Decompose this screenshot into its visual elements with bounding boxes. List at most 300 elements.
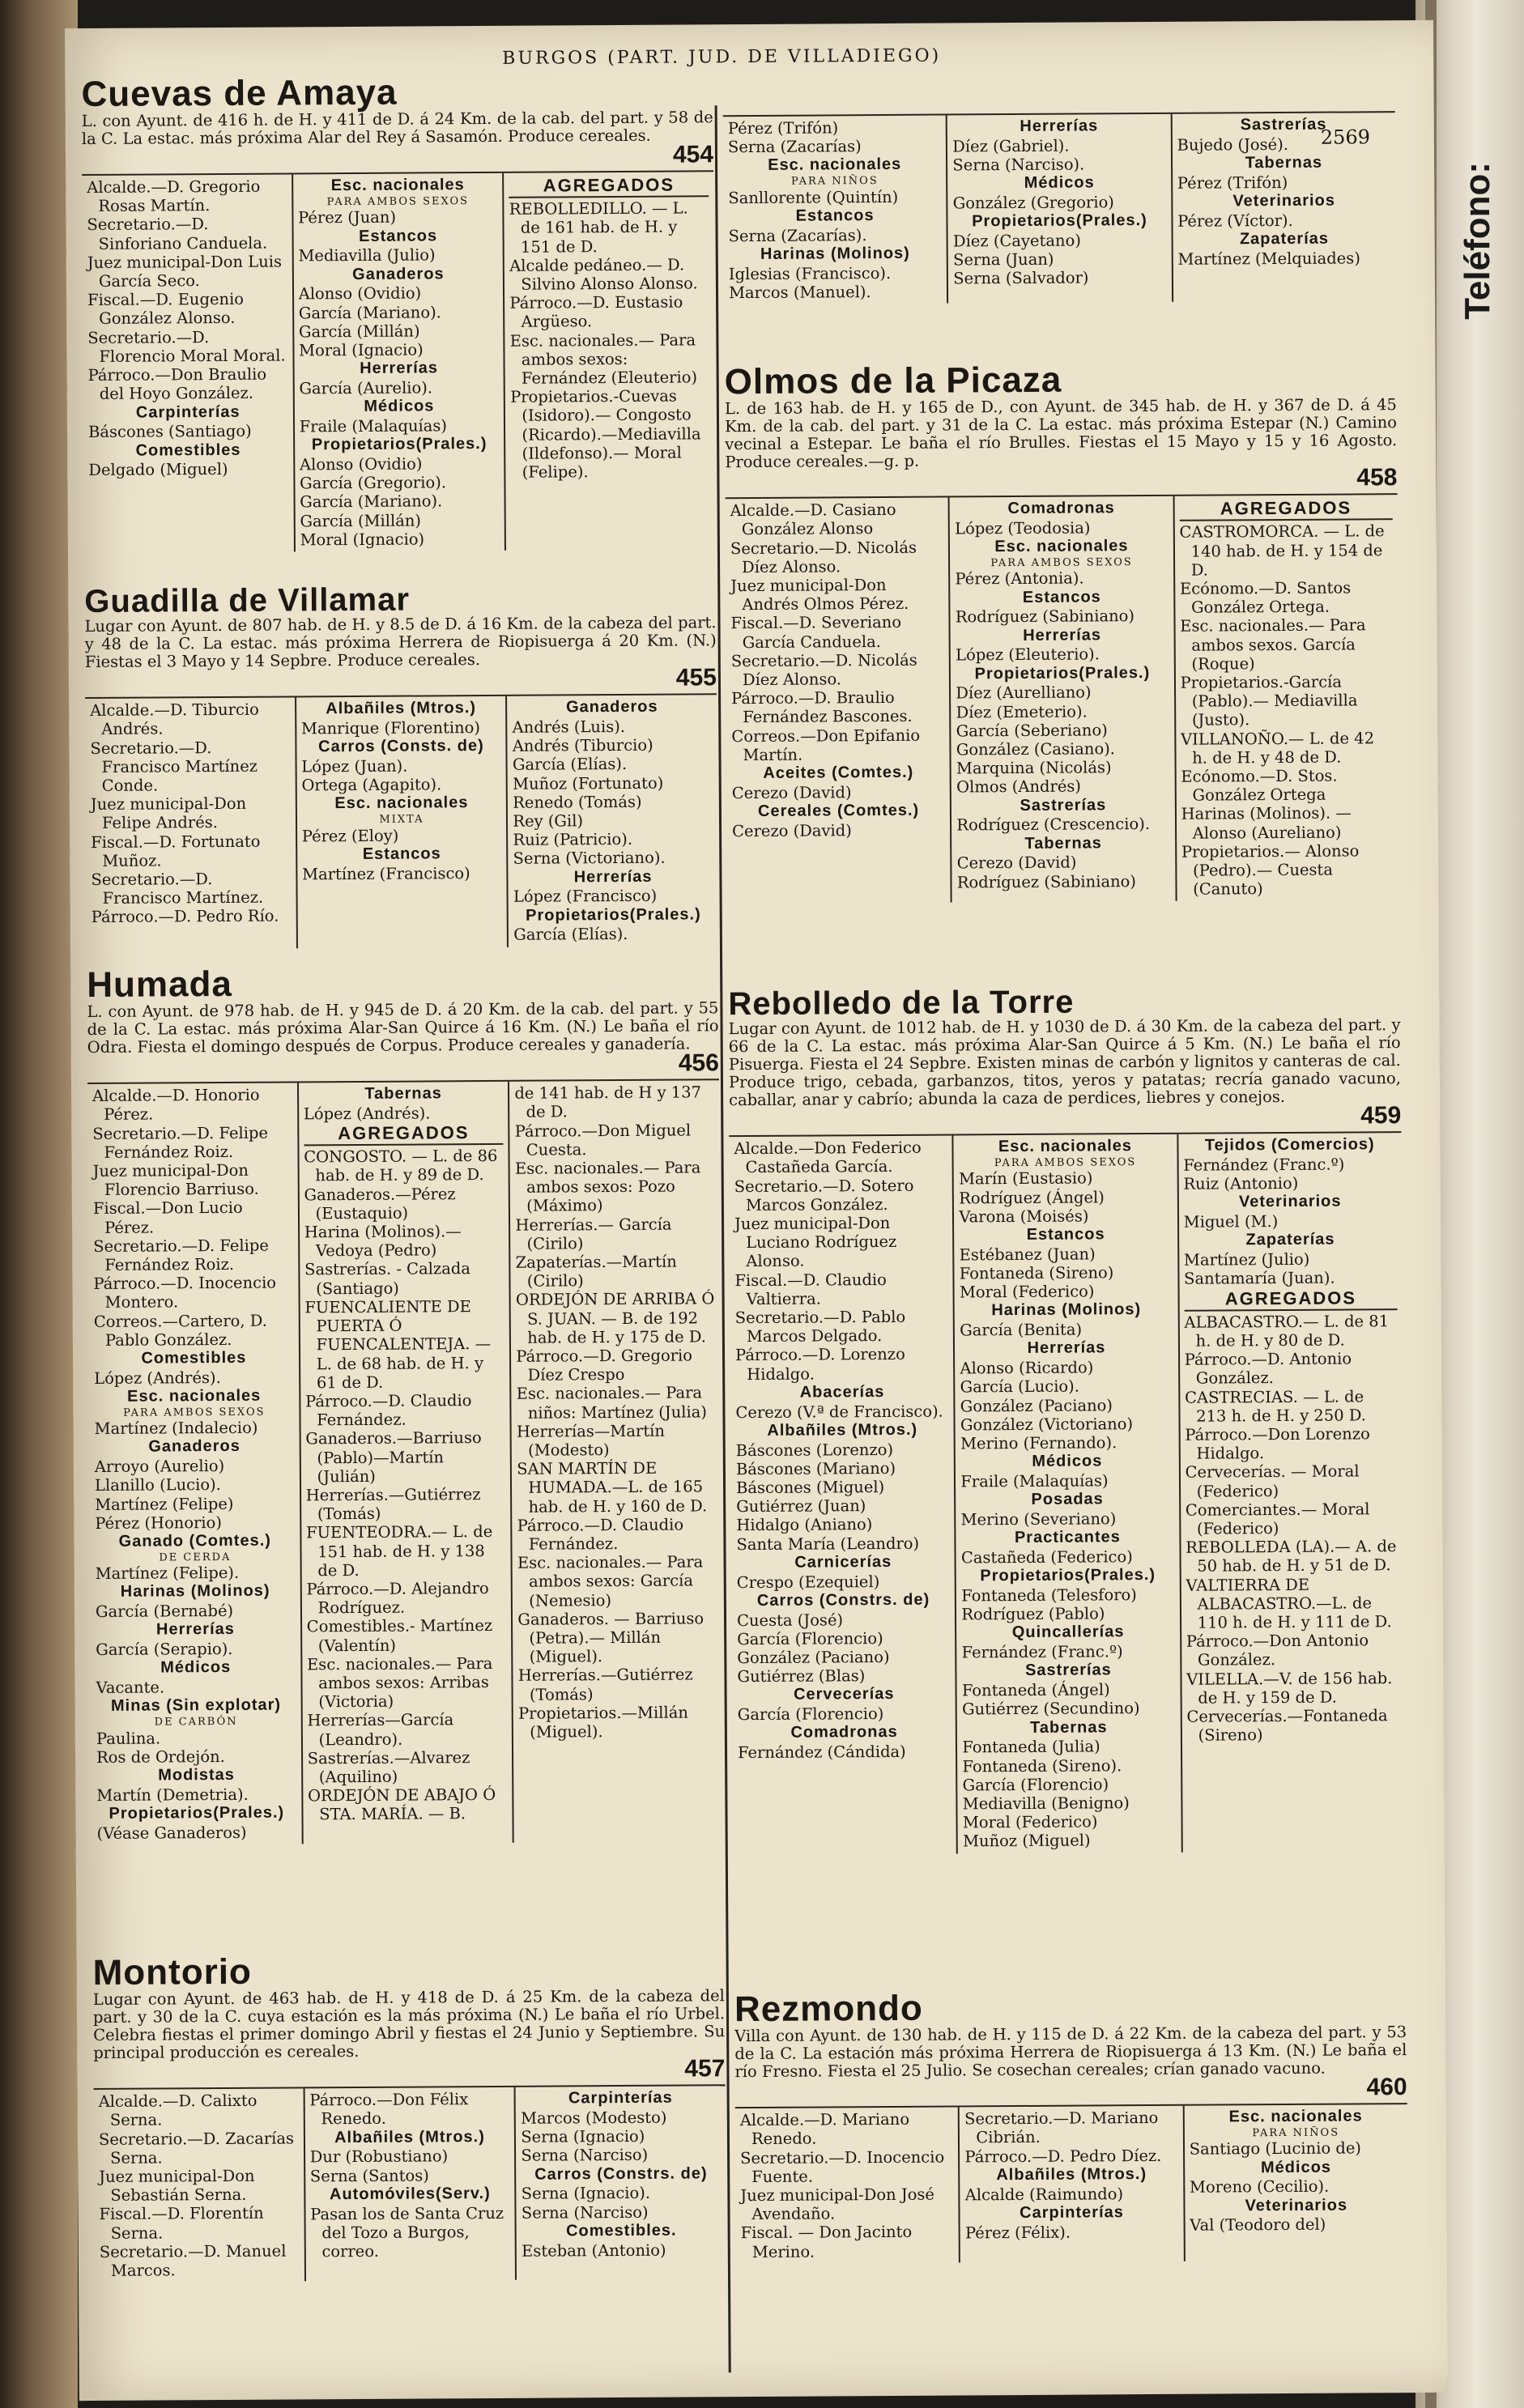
listing-line: García (Florencio): [737, 1628, 883, 1649]
listing-line: García (Bernabé): [95, 1602, 234, 1622]
listing-line: Gutiérrez (Juan): [736, 1496, 866, 1517]
entry-column: [295, 696, 508, 948]
listing-line: de 141 hab. de H y 137 de D.: [514, 1083, 702, 1122]
listing-line: García (Seberiano): [956, 721, 1108, 741]
listing-line: Fiscal.—D. Eugenio González Alonso.: [87, 290, 245, 329]
listing-line: Serna (Ignacio): [521, 2126, 645, 2146]
listing-line: Fontaneda (Ángel): [961, 1680, 1110, 1700]
listing-line: Báscones (Mariano): [735, 1458, 896, 1478]
listing-line: Propietarios.-Cuevas (Isidoro).— Congosto (Ricardo).—Mediavilla (Ildefonso).— Moral (Felipe).: [510, 386, 701, 482]
listing-line: Manrique (Florentino): [300, 717, 481, 738]
listing-line: García (Mariano).: [298, 302, 441, 322]
category-heading: Esc. nacionales: [998, 1137, 1133, 1156]
listing-line: Propietarios.—Millán (Miguel).: [518, 1703, 688, 1742]
listing-line: Zapaterías.—Martín (Cirilo): [515, 1252, 677, 1291]
listing-line: Varona (Moisés): [959, 1206, 1089, 1227]
listing-line: García (Millán): [300, 511, 422, 530]
category-heading: Carnicerías: [794, 1552, 892, 1572]
listing-line: Marquina (Nicolás): [956, 758, 1112, 778]
entry-columns: [726, 493, 1400, 904]
entry-olmos: [725, 360, 1400, 904]
category-heading: Comestibles: [135, 440, 241, 460]
category-heading: Cervecerías: [793, 1685, 895, 1704]
listing-line: Esc. nacionales.— Para ambos sexos: Pozo (Máximo): [514, 1158, 701, 1216]
category-heading: Sastrerías: [1240, 115, 1327, 134]
listing-line: Esc. nacionales.— Para ambos sexos: García (Nemesio): [517, 1552, 704, 1610]
listing-line: Juez municipal-Don Luis García Seco.: [87, 252, 283, 291]
category-heading: Posadas: [1031, 1490, 1104, 1509]
listing-line: Fiscal.—D. Claudio Valtierra.: [734, 1270, 887, 1308]
category-heading: Harinas (Molinos): [760, 244, 910, 263]
category-heading: Comestibles.: [566, 2221, 677, 2240]
listing-line: VILLANOÑO.— L. de 42 h. de H. y 48 de D.: [1180, 728, 1375, 768]
entry-title: Humada: [87, 964, 232, 1006]
listing-line: Alcalde.—D. Gregorio Rosas Martín.: [87, 177, 261, 216]
listing-line: Párroco.—D. Claudio Fernández.: [517, 1515, 684, 1554]
entry-montorio: [93, 1951, 726, 2282]
category-heading: Herrerías: [1023, 625, 1102, 645]
category-heading: Practicantes: [1014, 1528, 1121, 1547]
entry-number: 460: [1366, 2074, 1407, 2101]
listing-line: Rodríguez (Crescencio).: [956, 815, 1151, 835]
entry-column: [1173, 495, 1399, 901]
entry-description: L. con Ayunt. de 416 h. de H. y 411 de D. á 24 Km. de la cab. del part. y 58 de la C. La estac. más próxima Alar del Rey á Sasamón. Produce cereales.: [81, 108, 713, 149]
category-heading: Esc. nacionales: [334, 793, 469, 813]
category-subheading: DE CERDA: [159, 1551, 232, 1564]
entry-column: [952, 1134, 1181, 1853]
entry-columns: [87, 1078, 724, 1845]
category-heading: Herrerías: [573, 867, 653, 886]
listing-line: Serna (Santos): [309, 2165, 429, 2185]
listing-line: Párroco.—Don Lorenzo Hidalgo.: [1185, 1424, 1370, 1463]
entry-column: [292, 173, 505, 551]
listing-line: Rodríguez (Sabiniano): [956, 871, 1137, 892]
listing-line: Serna (Ignacio).: [521, 2184, 651, 2204]
listing-line: Martínez (Julio): [1183, 1249, 1310, 1270]
listing-line: Cerezo (David): [732, 821, 852, 840]
listing-line: VILELLA.—V. de 156 hab. de H. y 159 de D.: [1186, 1668, 1393, 1708]
listing-line: Fiscal.—Don Lucio Pérez.: [92, 1198, 243, 1237]
listing-line: Hidalgo (Aniano): [736, 1515, 873, 1535]
listing-line: Muñoz (Miguel): [962, 1831, 1091, 1851]
category-heading: Herrerías: [1020, 117, 1099, 135]
listing-line: López (Andrés).: [94, 1368, 221, 1388]
listing-line: Esc. nacionales.— Para niños: Martínez (Julia): [516, 1383, 708, 1423]
listing-line: Rodríguez (Pablo): [961, 1604, 1105, 1624]
listing-line: Correos.—Cartero, D. Pablo González.: [93, 1311, 267, 1350]
entry-column: [723, 116, 947, 305]
listing-line: Ganaderos.—Barriuso (Pablo)—Martín (Julián): [305, 1428, 482, 1487]
category-heading: Zapaterías: [1245, 1230, 1335, 1249]
listing-line: Alonso (Ricardo): [960, 1358, 1094, 1378]
listing-line: Moral (Ignacio): [299, 340, 424, 360]
entry-title: Rezmondo: [734, 1988, 924, 2030]
listing-line: García (Florencio): [737, 1704, 884, 1725]
category-heading: Ganaderos: [566, 697, 658, 717]
listing-line: REBOLLEDA (LA).— A. de 50 hab. de H. y 51 de D.: [1186, 1537, 1397, 1576]
listing-line: Miguel (M.): [1183, 1212, 1279, 1232]
category-heading: Estancos: [1026, 1225, 1105, 1244]
listing-line: López (Juan).: [301, 756, 408, 776]
category-heading: Propietarios(Prales.): [974, 663, 1151, 683]
listing-line: Muñoz (Fortunato): [512, 773, 664, 793]
listing-line: Juez municipal-Don Sebastián Serna.: [99, 2166, 255, 2206]
entry-column: [505, 695, 718, 947]
listing-line: Párroco.—D. Pedro Díez.: [964, 2146, 1162, 2166]
listing-line: Serna (Narciso): [521, 2202, 649, 2223]
listing-line: Correos.—Don Epifanio Martín.: [731, 725, 921, 764]
listing-line: ALBACASTRO.— L. de 81 h. de H. y 80 de D.: [1184, 1311, 1390, 1351]
listing-line: González (Gregorio): [952, 193, 1114, 213]
listing-line: Párroco.—Don Antonio González.: [1186, 1631, 1369, 1670]
category-heading: Albañiles (Mtros.): [326, 699, 477, 718]
category-heading: Estancos: [359, 226, 438, 245]
listing-line: Serna (Narciso).: [952, 155, 1085, 175]
listing-line: Cervecerías. — Moral (Federico): [1185, 1461, 1360, 1501]
listing-line: Ruiz (Antonio): [1183, 1174, 1299, 1193]
category-heading: Albañiles (Mtros.): [767, 1420, 918, 1440]
category-heading: Modistas: [158, 1766, 235, 1785]
listing-line: Marcos (Manuel).: [728, 282, 871, 303]
listing-line: CONGOSTO. — L. de 86 hab. de H. y 89 de D.: [304, 1147, 498, 1185]
listing-line: Pérez (Trifón): [727, 118, 839, 138]
listing-line: Serna (Zacarías): [727, 137, 862, 157]
category-heading: Veterinarios: [1238, 1192, 1342, 1211]
category-heading: Herrerías: [155, 1620, 235, 1639]
category-heading: Minas (Sin explotar): [110, 1696, 282, 1716]
listing-line: Báscones (Lorenzo): [735, 1440, 894, 1460]
category-heading: Tejidos (Comercios): [1204, 1135, 1375, 1155]
listing-line: García (Elías).: [512, 755, 628, 775]
category-heading: Herrerías: [1027, 1338, 1106, 1358]
agregados-heading: AGREGADOS: [304, 1122, 504, 1147]
listing-line: Secretario.—D. Florencio Moral Moral.: [87, 327, 286, 366]
category-heading: Comestibles: [141, 1348, 247, 1368]
listing-line: Alcalde.—Don Federico Castañeda García.: [734, 1138, 922, 1177]
listing-line: Vacante.: [96, 1678, 165, 1698]
entry-column: [303, 2087, 515, 2282]
category-heading: Esc. nacionales: [127, 1386, 262, 1406]
entry-guadilla: [84, 581, 718, 949]
entry-rezmondo: [734, 1988, 1408, 2264]
category-heading: Estancos: [362, 845, 441, 863]
listing-line: López (Teodosia): [955, 518, 1091, 538]
listing-line: López (Andrés).: [303, 1104, 431, 1124]
entry-column: [1177, 1133, 1406, 1852]
category-subheading: PARA NIÑOS: [1252, 2126, 1340, 2140]
entry-number: 459: [1360, 1102, 1402, 1130]
category-heading: Cereales (Comtes.): [757, 801, 920, 820]
listing-line: ORDEJÓN DE ARRIBA Ó S. JUAN. — B. de 192 hab. de H. y 175 de D.: [515, 1289, 715, 1347]
listing-line: Pasan los de Santa Cruz del Tozo a Burgos, correo.: [310, 2203, 504, 2261]
listing-line: Ganaderos.—Pérez (Eustaquio): [304, 1184, 456, 1223]
category-heading: Herrerías: [360, 359, 439, 378]
listing-line: Párroco.—D. Inocencio Montero.: [93, 1273, 277, 1312]
listing-line: González (Paciano): [960, 1395, 1113, 1416]
entry-humada: [87, 964, 724, 1845]
listing-line: Cerezo (David): [731, 783, 852, 802]
entry-columns: [729, 1131, 1405, 1855]
listing-line: Merino (Severiano): [960, 1509, 1117, 1529]
listing-line: Cerezo (V.ª de Francisco).: [735, 1402, 943, 1422]
listing-line: Dur (Robustiano): [309, 2146, 449, 2167]
entry-number: 457: [684, 2055, 726, 2083]
listing-line: Párroco.—D. Eustasio Argüeso.: [509, 292, 683, 332]
listing-line: Juez municipal-Don Andrés Olmos Pérez.: [730, 575, 909, 615]
listing-line: Fraile (Malaquías): [960, 1471, 1109, 1491]
entry-column: [297, 1082, 513, 1844]
listing-line: Díez (Gabriel).: [952, 136, 1070, 156]
entry-column: [735, 2108, 959, 2264]
listing-line: Comestibles.- Martínez (Valentín): [306, 1616, 493, 1655]
listing-line: Pérez (Honorio): [95, 1512, 223, 1533]
listing-line: Llanillo (Lucio).: [94, 1475, 221, 1495]
category-subheading: MIXTA: [379, 813, 424, 826]
agregados-heading: AGREGADOS: [1179, 497, 1392, 521]
listing-line: Delgado (Miguel): [88, 460, 228, 480]
category-heading: Tabernas: [1030, 1717, 1108, 1737]
listing-line: Secretario.—D. Sotero Marcos González.: [734, 1176, 914, 1215]
entry-columns: [723, 111, 1396, 304]
entry-column: [514, 2086, 726, 2280]
listing-line: Herrerías.—Gutiérrez (Tomás): [517, 1665, 693, 1704]
category-heading: Carros (Constrs. de): [756, 1590, 930, 1610]
listing-line: Alcalde.—D. Calixto Serna.: [98, 2091, 258, 2130]
listing-line: García (Mariano).: [300, 491, 443, 512]
listing-line: Fernández (Franc.º): [1183, 1155, 1345, 1175]
listing-line: García (Serapio).: [96, 1640, 233, 1660]
listing-line: García (Aurelio).: [299, 378, 433, 398]
entry-number: 458: [1356, 464, 1398, 491]
listing-line: Propietarios.-García (Pablo).— Mediavilla (Justo).: [1180, 672, 1358, 730]
entry-columns: [82, 170, 716, 553]
entry-title: Cuevas de Amaya: [81, 72, 398, 115]
listing-line: Pérez (Trifón): [1177, 172, 1288, 193]
listing-line: Fiscal. — Don Jacinto Merino.: [740, 2223, 913, 2261]
entry-column: [1170, 113, 1396, 302]
listing-line: Martín (Demetria).: [96, 1785, 249, 1805]
entry-columns: [94, 2084, 726, 2282]
directory-page: [65, 20, 1448, 2401]
listing-line: Marcos (Modesto): [521, 2108, 667, 2128]
category-heading: Ganado (Comtes.): [118, 1531, 271, 1551]
listing-line: Serna (Zacarías).: [728, 225, 867, 245]
margin-telefono: Teléfono:: [1458, 162, 1497, 320]
category-heading: Quincallerías: [1011, 1623, 1125, 1642]
listing-line: Alcalde.—D. Casiano González Alonso: [730, 500, 896, 539]
listing-line: Martínez (Francisco): [302, 863, 470, 883]
listing-line: Iglesias (Francisco).: [728, 263, 892, 283]
entry-description: L. de 163 hab. de H. y 165 de D., con Ayunt. de 345 hab. de H. y 367 de D. á 45 Km. de la cab. del part. y 31 de la C. La estac. más próxima Estepar (N.) Camino vecinal a Estepar. Le baña el río Brulles. Fiestas el 15 Mayo y 15 y 16 Agosto. Produce cereales.—g. p.: [724, 395, 1398, 472]
category-heading: Ganaderos: [148, 1437, 241, 1456]
category-heading: Veterinarios: [1245, 2196, 1348, 2214]
category-heading: Sastrerías: [1020, 795, 1107, 815]
entry-column: [726, 498, 951, 904]
listing-line: Gutiérrez (Blas): [737, 1666, 866, 1687]
entry-title: Rebolledo de la Torre: [728, 984, 1075, 1023]
listing-line: Merino (Fernando).: [960, 1433, 1117, 1453]
listing-line: Bujedo (José).: [1177, 134, 1289, 155]
listing-line: Pérez (Antonia).: [955, 568, 1084, 589]
listing-line: Mediavilla (Julio): [298, 245, 436, 266]
category-heading: Propietarios(Prales.): [980, 1566, 1156, 1585]
listing-line: Juez municipal-Don Felipe Andrés.: [90, 793, 247, 833]
category-heading: Carros (Constrs. de): [534, 2163, 708, 2184]
listing-line: Báscones (Miguel): [735, 1478, 885, 1498]
listing-line: VALTIERRA DE ALBACASTRO.—L. de 110 h. de H. y 111 de D.: [1186, 1575, 1392, 1632]
agregados-heading: AGREGADOS: [509, 174, 709, 198]
listing-line: Ros de Ordejón.: [96, 1746, 225, 1767]
listing-line: Castañeda (Federico): [960, 1547, 1133, 1568]
listing-line: Ecónomo.—D. Stos. González Ortega: [1181, 766, 1338, 805]
listing-line: Mediavilla (Benigno): [962, 1793, 1130, 1814]
listing-line: Rodríguez (Sabiniano): [955, 606, 1135, 627]
listing-line: Alcalde.—D. Tiburcio Andrés.: [90, 700, 259, 739]
category-heading: Propietarios(Prales.): [311, 435, 487, 454]
category-heading: Ganaderos: [352, 264, 445, 283]
listing-line: García (Lucio).: [960, 1376, 1080, 1397]
entry-column: [1182, 2104, 1407, 2261]
listing-line: Díez (Aurelliano): [956, 683, 1092, 703]
category-heading: Abacerías: [799, 1382, 885, 1402]
listing-line: Serna (Salvador): [953, 268, 1089, 288]
entry-cuevas: [81, 73, 716, 553]
listing-line: FUENCALIENTE DE PUERTA Ó FUENCALENTEJA. — L. de 68 hab. de H. y 61 de D.: [304, 1297, 492, 1392]
listing-line: González (Paciano): [737, 1647, 890, 1668]
listing-line: Esc. nacionales.— Para ambos sexos: Fernández (Eleuterio): [509, 330, 698, 388]
listing-line: Alcalde (Raimundo): [964, 2184, 1124, 2204]
listing-line: Párroco.—D. Claudio Fernández.: [304, 1391, 472, 1430]
listing-line: Pérez (Víctor).: [1177, 211, 1293, 231]
listing-line: Sanllorente (Quintín): [728, 187, 899, 207]
listing-line: Párroco.—D. Braulio Fernández Bascones.: [731, 688, 913, 727]
listing-line: Moral (Federico): [962, 1812, 1098, 1832]
listing-line: (Véase Ganaderos): [96, 1823, 247, 1843]
listing-line: Alcalde pedáneo.— D. Silvino Alonso Alonso.: [509, 255, 698, 294]
listing-line: ORDEJÓN DE ABAJO Ó STA. MARÍA. — B.: [307, 1785, 496, 1824]
listing-line: Renedo (Tomás): [513, 792, 642, 812]
listing-line: Secretario.—D. Manuel Marcos.: [99, 2241, 287, 2280]
listing-line: Sastrerías.—Alvarez (Aquilino): [307, 1747, 470, 1787]
category-heading: Carpinterías: [568, 2088, 673, 2108]
entry-column: [82, 175, 294, 553]
listing-line: Pérez (Juan): [298, 207, 397, 228]
entry-number: 455: [675, 664, 717, 691]
listing-line: Moral (Federico): [959, 1282, 1095, 1302]
entry-column: [729, 1136, 956, 1855]
listing-line: Sastrerías. - Calzada (Santiago): [304, 1259, 470, 1298]
listing-line: González (Casiano).: [956, 739, 1116, 759]
listing-line: Alcalde.—D. Honorio Pérez.: [92, 1085, 260, 1125]
category-heading: Harinas (Molinos): [991, 1300, 1142, 1320]
listing-line: Fernández (Cándida): [737, 1742, 906, 1763]
listing-line: Harinas (Molinos). — Alonso (Aureliano): [1181, 803, 1352, 843]
listing-line: Ganaderos. — Barriuso (Petra).— Millán (Miguel).: [517, 1609, 705, 1666]
entry-column: [946, 114, 1172, 304]
category-heading: Comadronas: [1007, 499, 1115, 518]
listing-line: Gutiérrez (Secundino): [961, 1699, 1140, 1719]
listing-line: Ecónomo.—D. Santos González Ortega.: [1179, 578, 1352, 617]
listing-line: Párroco.—Don Félix Renedo.: [309, 2090, 469, 2129]
listing-line: Alonso (Ovidio): [298, 283, 422, 304]
entry-column: [508, 1080, 723, 1843]
category-heading: Médicos: [1032, 1452, 1103, 1471]
listing-line: Juez municipal-Don José Avendaño.: [740, 2185, 935, 2224]
category-heading: Albañiles (Mtros.): [334, 2127, 485, 2146]
listing-line: Propietarios.— Alonso (Pedro).— Cuesta (Canuto): [1181, 841, 1360, 899]
listing-line: Arroyo (Aurelio): [94, 1457, 225, 1477]
listing-line: Rodríguez (Ángel): [959, 1187, 1105, 1208]
listing-line: Andrés (Luis).: [512, 717, 626, 737]
listing-line: Herrerías.— García (Cirilo): [515, 1215, 672, 1253]
listing-line: Cerezo (David): [956, 853, 1077, 873]
listing-line: García (Florencio): [962, 1775, 1109, 1795]
category-heading: Esc. nacionales: [768, 155, 902, 175]
listing-line: Ruiz (Patricio).: [513, 830, 633, 849]
entry-number: 456: [678, 1049, 719, 1077]
agregados-heading: AGREGADOS: [1184, 1287, 1397, 1312]
listing-line: Serna (Victoriano).: [513, 848, 666, 869]
listing-line: Secretario.—D. Nicolás Díez Alonso.: [730, 538, 917, 576]
entry-number: 454: [672, 141, 714, 168]
category-heading: Esc. nacionales: [1228, 2107, 1363, 2126]
listing-line: Secretario.—D. Francisco Martínez.: [91, 869, 264, 908]
listing-line: Esc. nacionales.— Para ambos sexos: Arribas (Victoria): [306, 1653, 493, 1712]
category-heading: Tabernas: [364, 1084, 442, 1104]
category-heading: Sastrerías: [1024, 1661, 1112, 1680]
listing-line: Secretario.—D. Zacarías Serna.: [98, 2129, 295, 2168]
category-heading: Médicos: [160, 1658, 232, 1677]
listing-line: Martínez (Melquiades): [1177, 249, 1360, 269]
listing-line: Martínez (Felipe).: [95, 1563, 240, 1584]
listing-line: Esc. nacionales.— Para ambos sexos. García (Roque): [1180, 615, 1366, 674]
entry-title: Guadilla de Villamar: [84, 581, 411, 620]
listing-line: Secretario.—D. Francisco Martínez Conde.: [90, 738, 258, 795]
category-heading: Tabernas: [1245, 153, 1323, 172]
listing-line: Herrerías.—Gutiérrez (Tomás): [305, 1484, 481, 1524]
category-heading: Zapaterías: [1239, 229, 1330, 249]
entry-description: Lugar con Ayunt. de 807 hab. de H. y 8.5 de D. á 16 Km. de la cabeza del part. y 48 de la C. La estac. más próxima Herrera de Riopisuerga á 20 Km. (N.) Fiestas el 3 Mayo y 14 Sepbre. Produce cereales.: [84, 613, 717, 672]
entry-sanquirce-continued: [723, 109, 1396, 304]
category-heading: Aceites (Comtes.): [763, 763, 914, 782]
listing-line: Serna (Juan): [953, 249, 1054, 270]
category-subheading: PARA AMBOS SEXOS: [326, 194, 470, 209]
entry-description: Villa con Ayunt. de 130 hab. de H. y 115 de D. á 22 Km. de la cabeza del part. y 53 de la C. La estación más próxima Herrera de Riopisuerga á 13 Km. (N.) Le baña el río Fresno. Fiesta el 25 Julio. Se cosechan cereales; crían ganado vacuno.: [734, 2023, 1407, 2082]
listing-line: REBOLLEDILLO. — L. de 161 hab. de H. y 151 de D.: [509, 198, 688, 257]
entry-column: [87, 1083, 301, 1846]
category-heading: Tabernas: [1024, 833, 1102, 853]
entry-column: [502, 172, 716, 550]
listing-line: Juez municipal-Don Florencio Barriuso.: [92, 1160, 259, 1199]
listing-line: Esteban (Antonio): [521, 2240, 666, 2261]
listing-line: Rey (Gil): [513, 811, 584, 831]
listing-line: Moreno (Cecilio).: [1189, 2177, 1330, 2197]
entry-title: Olmos de la Picaza: [724, 359, 1062, 402]
listing-line: Harina (Molinos).— Vedoya (Pedro): [304, 1222, 462, 1261]
listing-line: Estébanez (Juan): [959, 1244, 1096, 1265]
listing-line: García (Millán): [298, 321, 420, 342]
listing-line: Santiago (Lucinio de): [1189, 2138, 1362, 2159]
listing-line: García (Benita): [960, 1320, 1083, 1340]
listing-line: Secretario.—D. Sinforiano Canduela.: [87, 215, 268, 253]
listing-line: Crespo (Ezequiel): [736, 1572, 880, 1592]
page-number: 2569: [1320, 126, 1371, 149]
listing-line: González (Victoriano): [960, 1414, 1134, 1435]
listing-line: Fontaneda (Telesforo): [961, 1585, 1137, 1606]
listing-line: Serna (Narciso): [521, 2146, 649, 2166]
listing-line: Santamaría (Juan).: [1184, 1268, 1335, 1289]
listing-line: Pérez (Eloy): [301, 826, 399, 845]
